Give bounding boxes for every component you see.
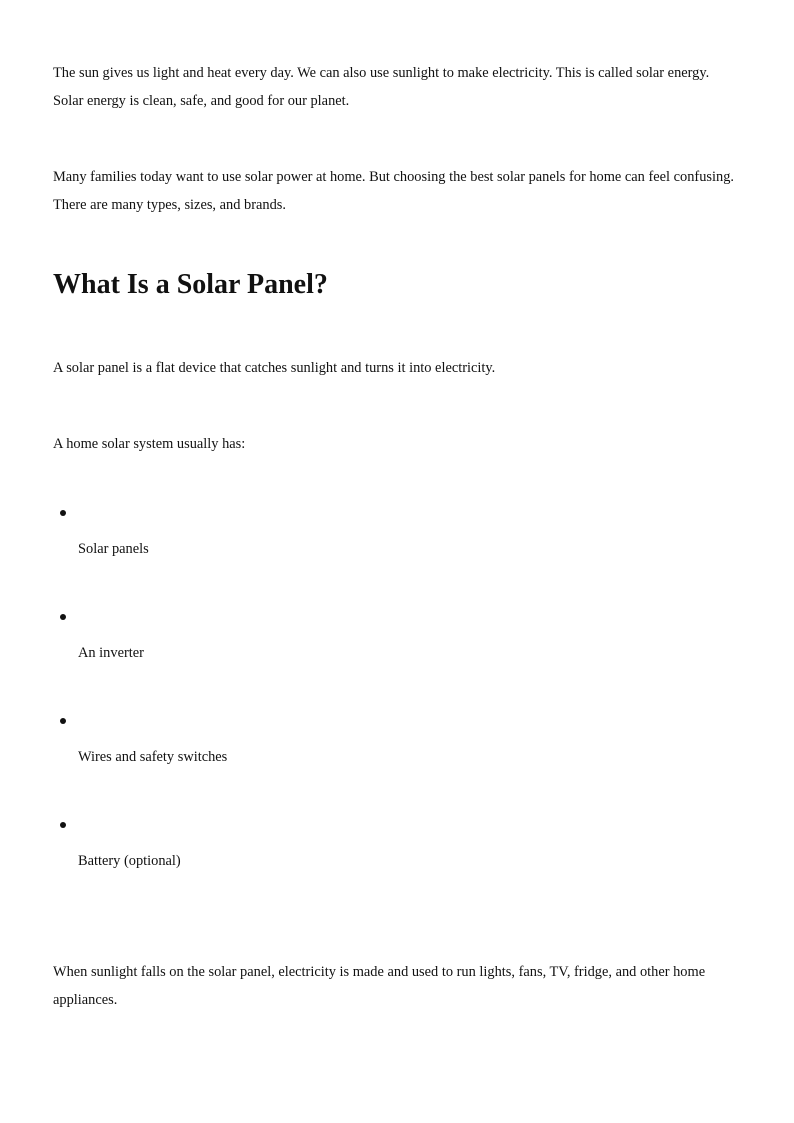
intro-paragraph: The sun gives us light and heat every day. We can also use sunlight to make electricity. This is called solar energy. Solar energy is clean, safe, and good for our planet. bbox=[53, 65, 710, 109]
bullet-icon bbox=[60, 614, 66, 620]
list-intro: A home solar system usually has: bbox=[53, 436, 246, 452]
closing-paragraph: When sunlight falls on the solar panel, electricity is made and used to run lights, fans, TV, fridge, and other home appliances. bbox=[53, 964, 706, 1008]
list-item bbox=[53, 812, 743, 916]
bullet-icon bbox=[60, 718, 66, 724]
list-item-text: An inverter bbox=[78, 645, 144, 661]
definition-paragraph: A solar panel is a flat device that catches sunlight and turns it into electricity. bbox=[53, 360, 496, 376]
list-item bbox=[53, 604, 743, 708]
list-item-text: Solar panels bbox=[78, 541, 149, 557]
list-item-text: Wires and safety switches bbox=[78, 749, 228, 765]
bullet-icon bbox=[60, 510, 66, 516]
component-list bbox=[53, 500, 743, 916]
intro-paragraph: Many families today want to use solar power at home. But choosing the best solar panels for home can feel confusing. There are many types, sizes, and brands. bbox=[53, 169, 734, 213]
section-heading: What Is a Solar Panel? bbox=[53, 269, 328, 300]
bullet-icon bbox=[60, 822, 66, 828]
list-item bbox=[53, 708, 743, 812]
list-item bbox=[53, 500, 743, 604]
list-item-text: Battery (optional) bbox=[78, 853, 181, 869]
